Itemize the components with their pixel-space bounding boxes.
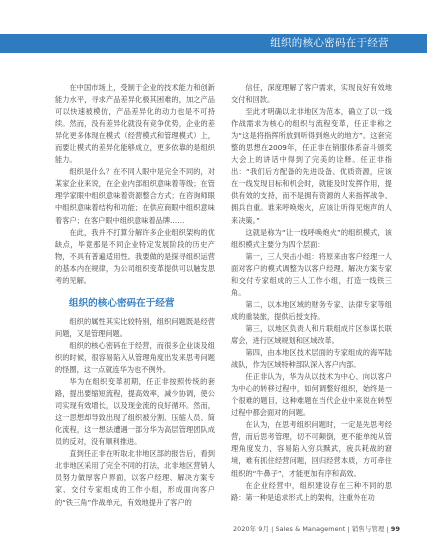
paragraph: 第一，三人突击小组：将原来由客户经理一人面对客户的模式调整为以客户经理、解决方案专家和交付专家组成的三人工作小组，打造一线铁三角。 (231, 251, 392, 297)
paragraph: 在认为，在思考组织问题时，一定是先思考经营，而后思考管理，切不可颠倒，更不能单纯从管理角度发力，容易陷入穷兵黩武，疲兵耗战的窘境，难有抓住经营问题，回归经营本质，方可牵住组织的“牛鼻子”，才能更加有序和高效。 (231, 420, 392, 478)
footer-text: 2020年 9月 | Sales & Management | 销售与管理 | (233, 525, 389, 533)
paragraph: 直到任正非在听取北非地区部的报告后，看到北非地区采用了完全不同的打法，北非地区营销人员努力做厚客户界面，以客户经理、解决方案专家、交付专家组成的工作小组，形成面向客户的“铁三角”作战单元，有效地提升了客户的 (55, 449, 215, 507)
paragraph: 这就是称为“让一线呼唤炮火”的组织模式，该组织模式主要分为四个层面： (231, 227, 392, 249)
paragraph: 在中国市场上，受制于企业的技术能力和创新能力水平，寻求产品差异化极其困难的，加之产品可以快速被模仿，产品差异化的动力也是不可持续。然而，没有差异化就没有竞争优势，企业的差异化更多体现在模式（经营模式和管理模式）上，而要让模式的差异化能够成立，更多依靠的是组织能力。 (55, 83, 215, 165)
paragraph: 组织的核心密码在于经营，而很多企业谈及组织的时候，很容易陷入从管理角度出发来思考问题的怪圈，这一点就连华为也不例外。 (55, 340, 215, 374)
paragraph: 信任，深度理解了客户需求，实现良好有效地交付和回款。 (231, 83, 392, 105)
paragraph: 第四，由本地区技术层面的专家组成的海军陆战队，作为区域特种部队深入客户内部。 (231, 348, 392, 370)
section-tag: 组织的核心密码在于经营 (270, 37, 389, 49)
paragraph: 在企业经营中，组织建设存在三种不同的思路：第一种是追求形式上的架构，注重外在功 (231, 480, 392, 502)
paragraph: 第三，以地区负责人和片联组成片区参谋长联席会，进行区域规划和区域改革。 (231, 323, 392, 345)
paragraph: 至此才明确以北非地区为范本，确立了以一线作战需求为核心的组织与流程变革，任正非称之为“这是将指挥所放到听得到炮火的地方”。这套完整的思想在2009年，任正非在销服体系奋斗颁奖大会上的讲话中得到了完美的诠释。任正非指出：“我们后方配备的先进设备、优质资源，应该在一线发现目标和机会时，就能及时发挥作用，提供有效的支持，而不是拥有资源的人来指挥战争、拥兵自重。谁来呼唤炮火，应该让听得见炮声的人来决策。” (231, 107, 392, 225)
paragraph: 第二，以本地区域的财务专家、法律专家等组成的重装旅，提供后授支持。 (231, 299, 392, 321)
paragraph: 任正非认为，华为从以技术为中心、向以客户为中心的转移过程中，如何调整好组织，始终是一个很难的题目，这种难题在当代企业中来说在转型过程中都会面对的问题。 (231, 372, 392, 418)
paragraph: 在此，我并不打算分解许多企业组织架构的优缺点，毕竟那是不同企业特定发展阶段的历史产物，不具有普遍适用性。我要做的是探寻组织运营的基本内在规律，为公司组织变革提供可以触发思考的见解。 (55, 227, 215, 285)
paragraph: 华为在组织变革初期，任正非按照传统的套路，提出要缩短流程，提高效率，减少协调，使公司实现有效增长，以及现金流的良好循环。然而，这一思想却导致出现了组织被分割、压缩人员、简化流程，这一想法遭遇一部分华为高层管理团队成员的反对，没有顺利推进。 (55, 377, 215, 447)
page-footer (233, 524, 400, 533)
paragraph: 组织的属性其实比较特别，组织问题既是经营问题，又是管理问题。 (55, 316, 215, 338)
section-subheading: 组织的核心密码在于经营 (69, 297, 175, 309)
paragraph: 组织是什么？在不同人眼中是完全不同的，对某家企业来说，在企业内部组织意味着等级；在管理学家眼中组织意味着资源整合方式；在咨询师眼中组织意味着结构和功能；在供应商眼中组织意味着客户；在客户眼中组织意味着品牌…… (55, 167, 215, 225)
left-column (55, 82, 215, 509)
page-number: 99 (390, 525, 400, 533)
section-header-bar (0, 34, 427, 53)
right-column (231, 82, 392, 504)
